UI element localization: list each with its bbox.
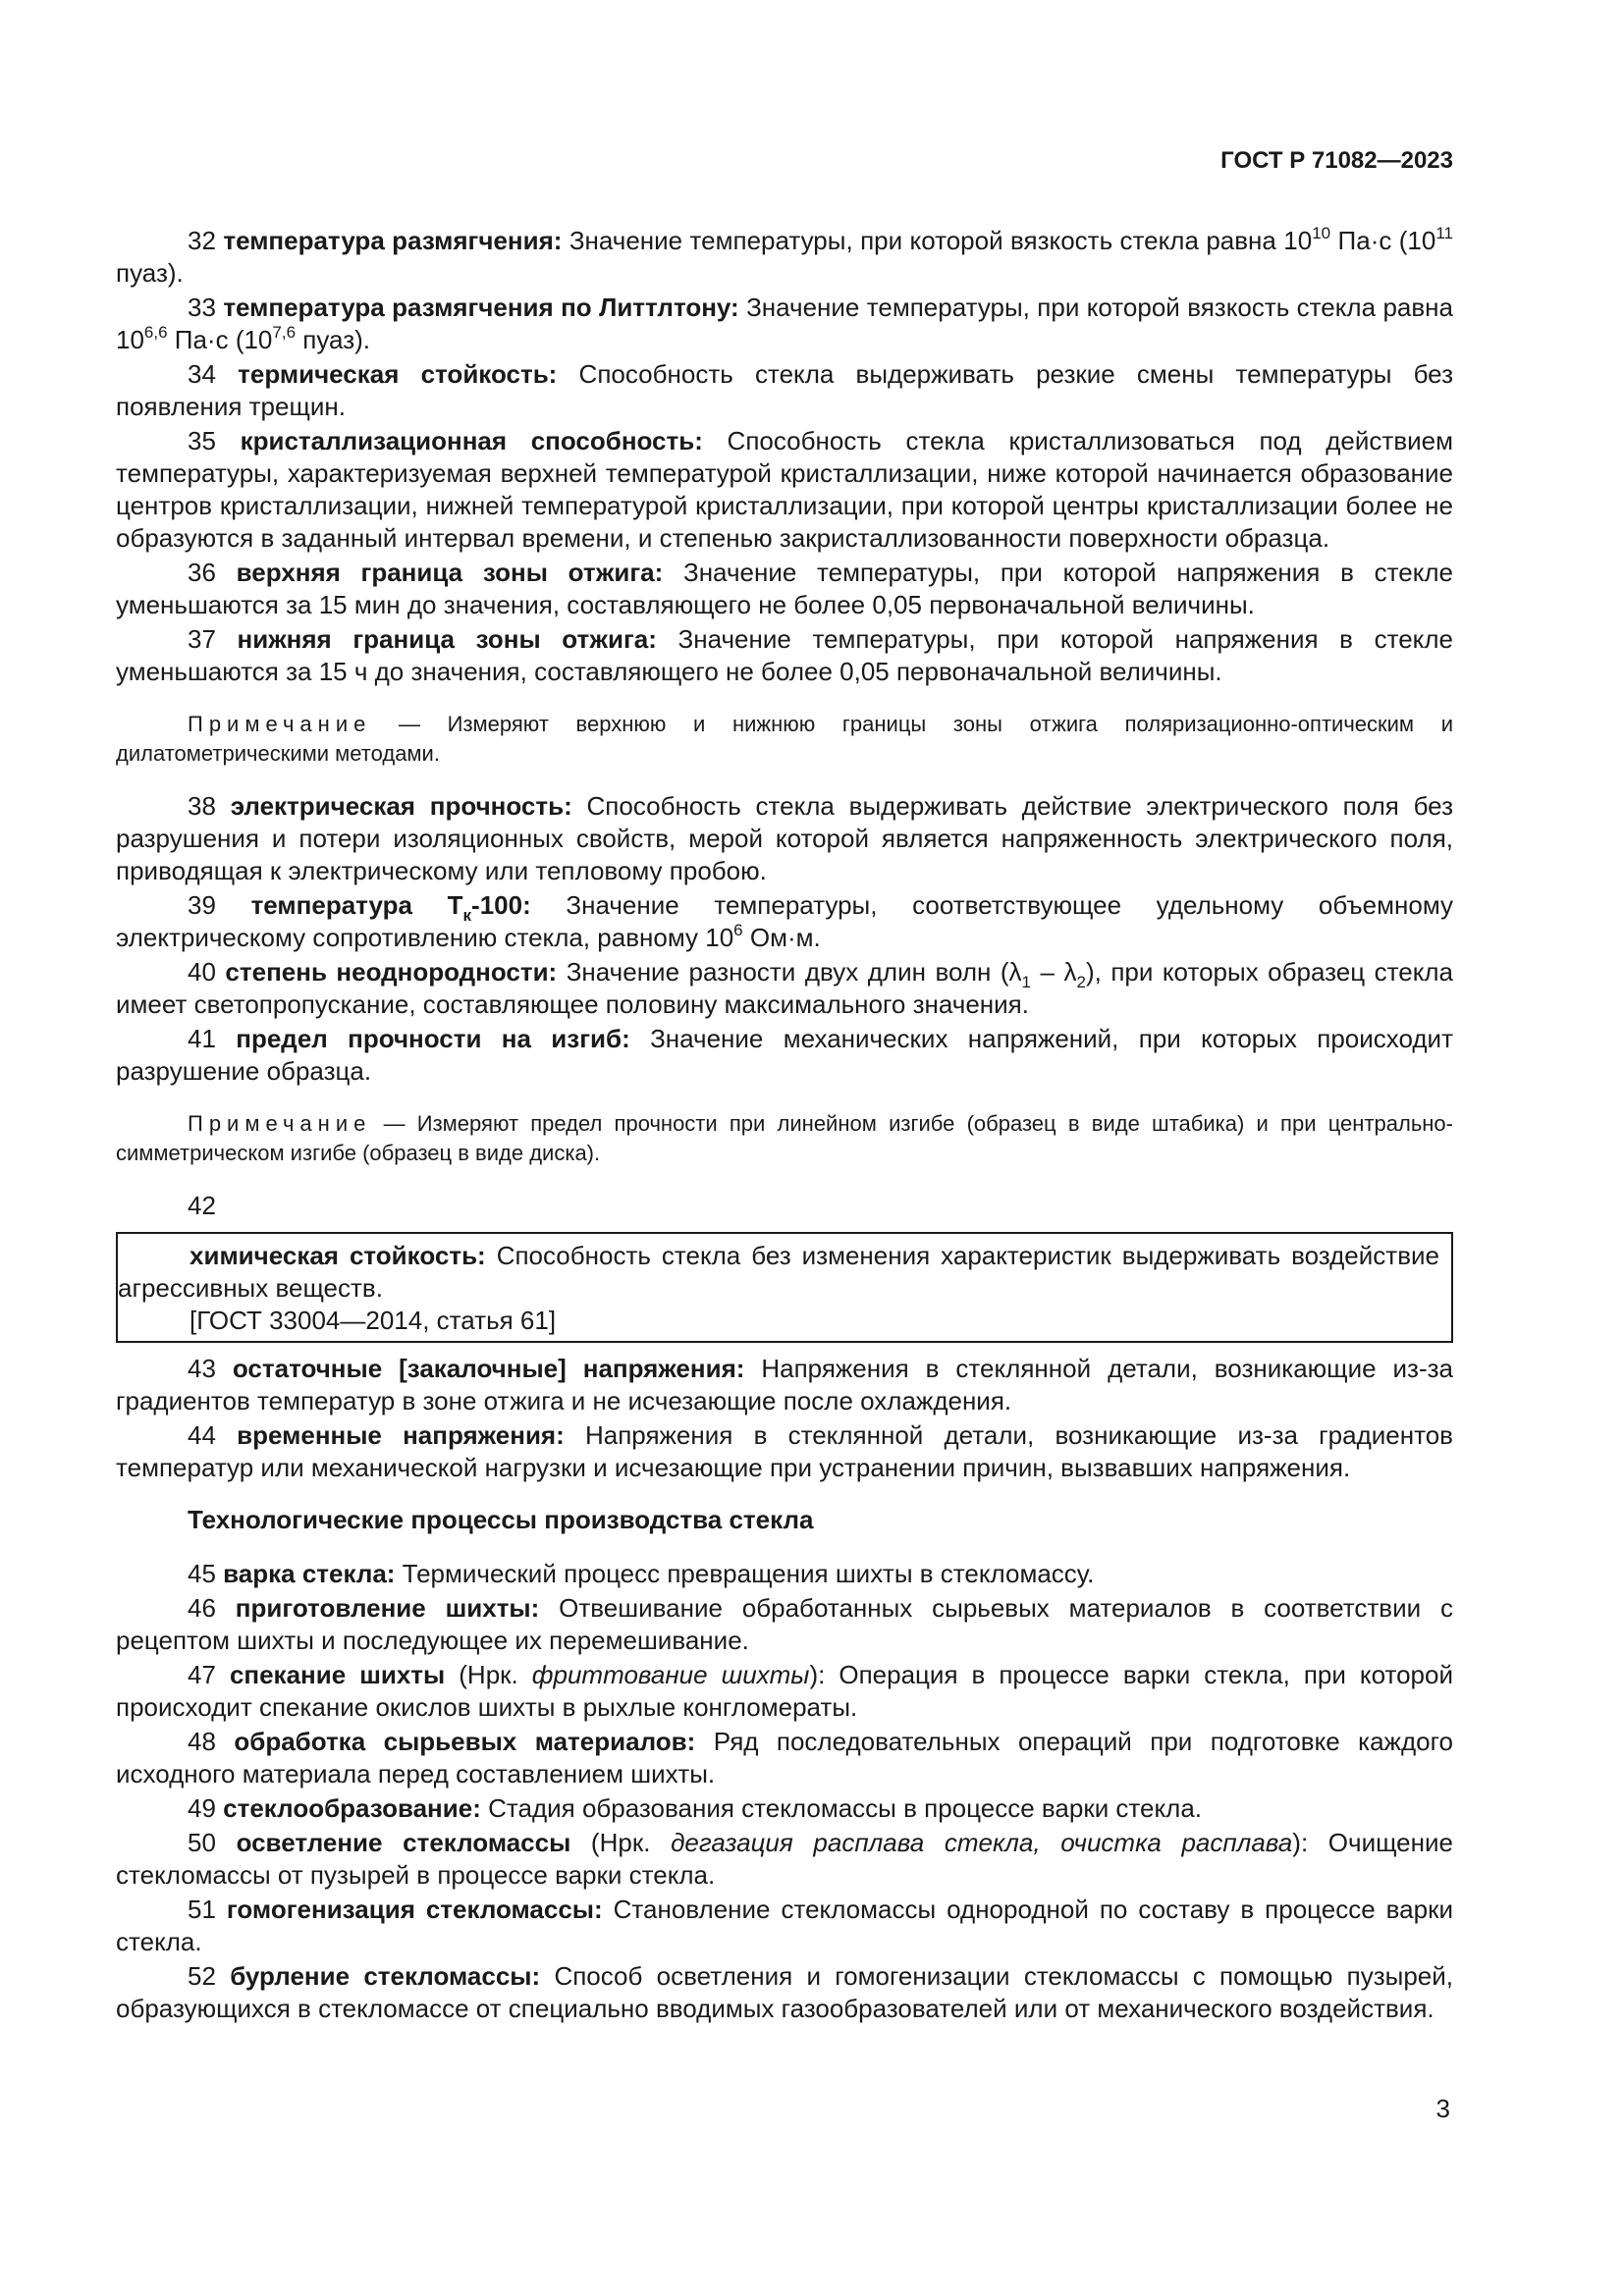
term-entry-32: 32 температура размягчения: Значение температуры, при которой вязкость стекла равна $10^{10}$ Па·с ($10^{11}$ пуаз). xyxy=(116,224,1453,288)
page-number: 3 xyxy=(1435,2094,1450,2123)
term-name: температура размягчения по Литтлтону: xyxy=(223,293,739,322)
term-definition: Отвешивание обработанных сырьевых материалов в соответствии с рецептом шихты и последующее их перемешивание. xyxy=(116,1593,1453,1655)
term-number: 45 xyxy=(188,1559,216,1588)
source-reference: [ГОСТ 33004—2014, статья 61] xyxy=(189,1306,557,1335)
term-definition: Значение механических напряжений, при которых происходит разрушение образца. xyxy=(116,1024,1453,1086)
section-title: Технологические процессы производства стекла xyxy=(188,1505,814,1534)
term-definition: Способность стекла без изменения характеристик выдерживать воздействие агрессивных веществ. xyxy=(118,1241,1439,1303)
term-name: термическая стойкость: xyxy=(238,359,558,389)
term-name: временные напряжения: xyxy=(237,1420,565,1450)
term-definition: Способность стекла кристаллизоваться под действием температуры, характеризуемая верхней температурой кристаллизации, ниже которой начинается образование центров кристаллизации, нижней температурой кристаллизации, при которой центры кристаллизации более не образуются в заданный интервал времени, и степенью закристаллизованности поверхности образца. xyxy=(116,426,1453,553)
page-content xyxy=(116,225,1453,2027)
term-definition: Значение температуры, при которой напряжения в стекле уменьшаются за 15 ч до значения, составляющего не более 0,05 первоначальной величины. xyxy=(116,624,1453,686)
term-definition: Напряжения в стеклянной детали, возникающие из-за градиентов температур в зоне отжига и не исчезающие после охлаждения. xyxy=(116,1354,1453,1415)
note-bending xyxy=(116,1109,1453,1168)
term-name: верхняя граница зоны отжига: xyxy=(236,558,664,587)
term-entry-46 xyxy=(116,1592,1453,1657)
note-text: — Измеряют верхнюю и нижнюю границы зоны отжига поляризационно-оптическим и дилатометрическими методами. xyxy=(116,712,1453,766)
term-name: остаточные [закалочные] напряжения: xyxy=(232,1354,745,1383)
term-name: осветление стекломассы xyxy=(236,1828,571,1857)
note-annealing xyxy=(116,710,1453,769)
term-number: 44 xyxy=(188,1420,216,1450)
note-label: Примечание xyxy=(188,712,372,736)
term-entry-33: 33 температура размягчения по Литтлтону: Значение температуры, при которой вязкость стекла равна 10$^{6,6}$ Па·с (10$^{7,6}$ пуаз). xyxy=(116,293,1453,354)
term-definition: Становление стекломассы однородной по составу в процессе варки стекла. xyxy=(116,1895,1454,1956)
term-number: 38 xyxy=(188,791,216,821)
term-number: 39 xyxy=(188,890,216,920)
term-entry-47: 47 спекание шихты (Нрк. фриттование шихты): Операция в процессе варки стекла, при которой происходит спекание окислов шихты в рыхлые конгломераты. xyxy=(116,1660,1453,1722)
term-number: 33 xyxy=(188,293,216,322)
term-entry-50: 50 осветление стекломассы (Нрк. дегазация расплава стекла, очистка расплава): Очищение стекломассы от пузырей в процессе варки стекла. xyxy=(116,1828,1453,1890)
term-number: 37 xyxy=(188,624,216,654)
term-name: гомогенизация стекломассы: xyxy=(226,1895,603,1924)
term-name: приготовление шихты: xyxy=(235,1593,540,1623)
term-entry-37 xyxy=(116,623,1453,688)
note-label: Примечание xyxy=(188,1111,372,1136)
term-number: 51 xyxy=(188,1895,216,1924)
term-definition: Способность стекла выдерживать резкие смены температуры без появления трещин. xyxy=(116,359,1453,421)
term-entry-51 xyxy=(116,1894,1453,1958)
term-number: 32 xyxy=(188,226,216,255)
term-definition: Ряд последовательных операций при подготовке каждого исходного материала перед составлением шихты. xyxy=(116,1727,1453,1789)
term-definition: ): Очищение стекломассы от пузырей в процессе варки стекла. xyxy=(116,1828,1453,1890)
term-name: стеклообразование: xyxy=(223,1793,481,1823)
term-number: 49 xyxy=(188,1793,216,1823)
term-definition: Напряжения в стеклянной детали, возникающие из-за градиентов температур или механической нагрузки и исчезающие при устранении причин, вызвавших напряжения. xyxy=(116,1420,1453,1482)
term-definition: Значение температуры, при которой напряжения в стекле уменьшаются за 15 мин до значения, составляющего не более 0,05 первоначальной величины. xyxy=(116,558,1453,619)
term-entry-35 xyxy=(116,425,1453,555)
term-name: обработка сырьевых материалов: xyxy=(234,1727,696,1756)
nonrecommended-term: дегазация расплава стекла, очистка расплава xyxy=(671,1828,1293,1857)
term-definition: Способ осветления и гомогенизации стекломассы с помощью пузырей, образующихся в стекломассе от специально вводимых газообразователей или от механического воздействия. xyxy=(116,1961,1453,2023)
term-entry-45 xyxy=(116,1558,1453,1590)
term-definition: Способность стекла выдерживать действие электрического поля без разрушения и потери изоляционных свойств, мерой которой является напряженность электрического поля, приводящая к электрическому или тепловому пробою. xyxy=(116,791,1453,885)
term-number: 35 xyxy=(188,426,216,455)
term-number: 47 xyxy=(188,1660,216,1689)
term-entry-39: 39 температура $Т_к-100$: Значение температуры, соответствующее удельному объемному электрическому сопротивлению стекла, равному $10^6$ Ом·м. xyxy=(116,890,1453,952)
term-number: 48 xyxy=(188,1727,216,1756)
note-text: — Измеряют предел прочности при линейном изгибе (образец в виде штабика) и при центрально-симметрическом изгибе (образец в виде диска). xyxy=(116,1111,1453,1165)
standard-code: ГОСТ Р 71082—2023 xyxy=(1220,147,1453,174)
term-number: 34 xyxy=(188,359,216,389)
term-entry-38 xyxy=(116,790,1453,887)
term-name: бурление стекломассы: xyxy=(230,1961,541,1991)
term-definition: Стадия образования стекломассы в процессе варки стекла. xyxy=(480,1793,1203,1823)
term-number-42: 42 xyxy=(188,1191,216,1220)
term-name: нижняя граница зоны отжига: xyxy=(237,624,657,654)
term-name: варка стекла: xyxy=(223,1559,396,1588)
term-entry-40: 40 степень неоднородности: Значение разности двух длин волн $(\lambda_1 - \lambda_2)$, при которых образец стекла имеет светопропускание, составляющее половину максимального значения. xyxy=(116,957,1453,1019)
term-entry-49 xyxy=(116,1792,1453,1825)
term-name: температура $Т_к-100$: xyxy=(250,890,531,925)
term-number: 41 xyxy=(188,1024,216,1053)
term-number: 46 xyxy=(188,1593,216,1623)
term-entry-44 xyxy=(116,1419,1453,1484)
term-definition: Термический процесс превращения шихты в стекломассу. xyxy=(395,1559,1095,1588)
term-entry-43 xyxy=(116,1353,1453,1417)
term-name: кристаллизационная способность: xyxy=(240,426,703,455)
term-name: спекание шихты xyxy=(229,1660,446,1689)
term-name: предел прочности на изгиб: xyxy=(236,1024,630,1053)
term-number: 36 xyxy=(188,558,216,587)
term-entry-48 xyxy=(116,1726,1453,1790)
nonrecommended-term: фриттование шихты xyxy=(531,1660,810,1689)
term-entry-36 xyxy=(116,557,1453,621)
term-name: химическая стойкость: xyxy=(189,1241,486,1270)
boxed-term-entry-42 xyxy=(116,1232,1453,1343)
term-number: 50 xyxy=(188,1828,216,1857)
term-entry-42 xyxy=(118,1240,1439,1305)
term-definition: ): Операция в процессе варки стекла, при которой происходит спекание окислов шихты в рыхлые конгломераты. xyxy=(116,1660,1453,1722)
term-name: электрическая прочность: xyxy=(230,791,572,821)
term-entry-41 xyxy=(116,1023,1453,1088)
term-number: 43 xyxy=(188,1354,216,1383)
term-number: 40 xyxy=(188,957,216,987)
term-entry-52 xyxy=(116,1960,1453,2025)
term-name: температура размягчения: xyxy=(223,226,563,255)
term-entry-34 xyxy=(116,358,1453,423)
term-number: 52 xyxy=(188,1961,216,1991)
term-name: степень неоднородности: xyxy=(225,957,558,987)
